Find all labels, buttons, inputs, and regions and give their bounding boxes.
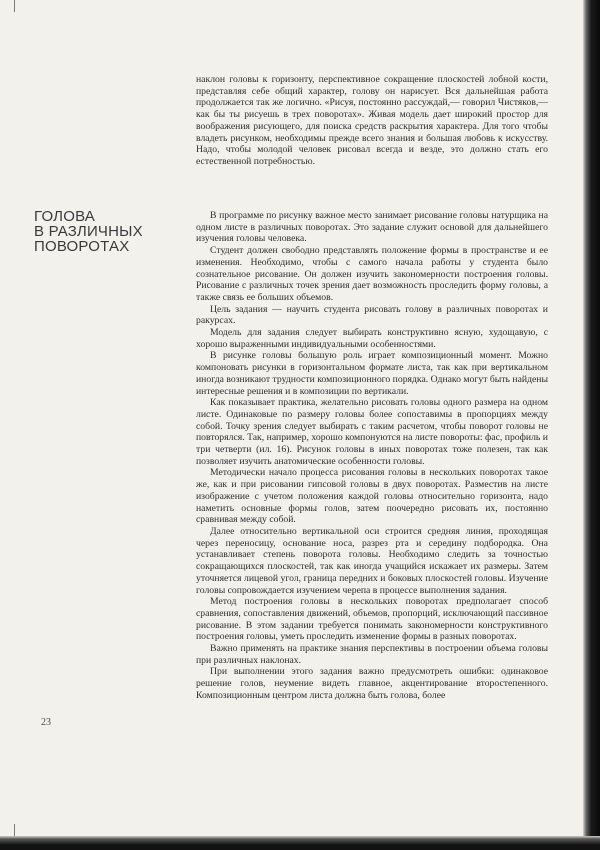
paragraph: Далее относительно вертикальной оси строится средняя линия, проходящая через переносицу, основание носа, разрез рта и середину подбородка. Она устанавливает степень поворота головы. Необходимо следить за точностью сокращающихся плоскостей, так как иногда учащийся искажает их размеры. Затем уточняется лицевой угол, граница передних и боковых плоскостей головы. Изучение головы сопровождается изучением черепа в процессе выполнения задания. — [196, 525, 548, 596]
paragraph: Метод построения головы в нескольких поворотах предполагает способ сравнения, сопоставления движений, объемов, пропорций, исключающий пассивное рисование. В этом задании требуется понимать закономерности конструктивного построения головы, уметь проследить изменение формы в разных поворотах. — [196, 596, 548, 643]
paragraph: Важно применять на практике знания перспективы в построении объема головы при различных наклонах. — [196, 643, 548, 666]
paragraph: Модель для задания следует выбирать конструктивно ясную, худощавую, с хорошо выраженными индивидуальными особенностями. — [196, 327, 548, 350]
paragraph: Как показывает практика, желательно рисовать головы одного размера на одном листе. Одинаковые по размеру головы более сопоставимы в пропорциях между собой. Точку зрения следует выбирать с таким расчетом, чтобы поворот головы не повторялся. Так, например, хорошо компонуются на листе повороты: фас, профиль и три четверти (ил. 16). Рисунок головы в иных поворотах тоже полезен, так как позволяет изучить анатомические особенности головы. — [196, 397, 548, 467]
paragraph: В программе по рисунку важное место занимает рисование головы натурщика на одном листе в различных поворотах. Это задание служит основой для дальнейшего изучения головы человека. — [196, 210, 548, 245]
crop-mark — [14, 0, 15, 12]
paragraph: наклон головы к горизонту, перспективное сокращение плоскостей лобной кости, представляя себе общий характер, голову он нарисует. Вся дальнейшая работа продолжается так же логично. «Рисуя, постоянно рассуждай,— говорил Чистяков,— как бы ты рисуешь в трех поворотах». Живая модель дает широкий простор для воображения рисующего, для поиска средств раскрытия характера. Для того чтобы владеть рисунком, необходимы прежде всего знания и большая любовь к искусству. Надо, чтобы молодой человек рисовал всегда и везде, это должно стать его естественной потребностью. — [196, 74, 548, 167]
heading-line: В РАЗЛИЧНЫХ — [34, 223, 143, 240]
section-heading — [34, 209, 184, 254]
crop-mark — [14, 824, 15, 836]
paragraph: В рисунке головы большую роль играет композиционный момент. Можно компоновать рисунки в горизонтальном формате листа, так как при вертикальном иногда возникают трудности композиционного порядка. Однако могут быть найдены интересные решения и в композиции по вертикали. — [196, 350, 548, 397]
page-edge-shadow — [583, 0, 600, 850]
heading-line: ГОЛОВА — [34, 208, 96, 225]
heading-line: ПОВОРОТАХ — [34, 238, 130, 255]
page-edge-shadow — [0, 836, 600, 850]
paragraph: Методически начало процесса рисования головы в нескольких поворотах такое же, как и при рисовании гипсовой головы в двух поворотах. Разместив на листе изображение с учетом положения каждой головы относительно горизонта, надо наметить основные формы голов, затем поочередно рисовать их, постоянно сравнивая между собой. — [196, 467, 548, 526]
page-number: 23 — [41, 717, 51, 728]
paragraph: Студент должен свободно представлять положение формы в пространстве и ее изменения. Необходимо, чтобы с самого начала работы у студента было сознательное рисование. Он должен изучить закономерности построения головы. Рисование с различных точек зрения дает возможность проследить форму головы, а также связь ее больших объемов. — [196, 245, 548, 303]
paragraph: Цель задания — научить студента рисовать голову в различных поворотах и ракурсах. — [196, 303, 548, 327]
main-text-block — [196, 210, 548, 702]
paragraph: При выполнении этого задания важно предусмотреть ошибки: одинаковое решение голов, неумение видеть главное, акцентирование второстепенного. Композиционным центром листа должна быть голова, более — [196, 666, 548, 701]
continued-text-block — [196, 74, 548, 168]
